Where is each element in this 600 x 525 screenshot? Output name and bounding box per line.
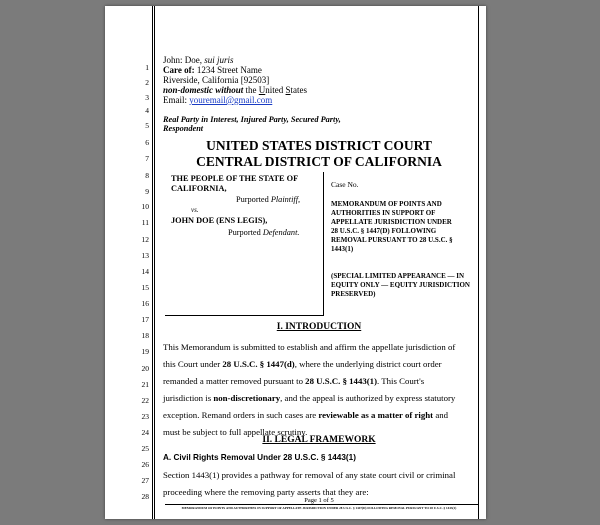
line-number: 13	[141, 251, 149, 260]
party-name: John: Doe, sui juris	[163, 55, 234, 65]
special-appearance-line: EQUITY ONLY — EQUITY JURISDICTION	[331, 281, 470, 289]
line-number: 7	[145, 154, 149, 163]
document-title-line: 28 U.S.C. § 1447(D) FOLLOWING	[331, 227, 437, 235]
special-appearance-line: PRESERVED)	[331, 290, 376, 298]
line-number: 8	[145, 171, 149, 180]
line-number: 4	[145, 106, 149, 115]
line-number: 12	[141, 235, 149, 244]
plaintiff-role: Purported Plaintiff,	[236, 195, 301, 204]
plaintiff-line2: CALIFORNIA,	[171, 184, 227, 193]
line-number: 21	[141, 380, 149, 389]
line-number: 28	[141, 492, 149, 501]
line-number: 19	[141, 347, 149, 356]
line-number: 17	[141, 315, 149, 324]
intro-line-3: remanded a matter removed pursuant to 28 U.S.C. § 1443(1). This Court's	[163, 376, 425, 386]
legal-line-2: proceeding where the removing party asserts that they are:	[163, 487, 369, 497]
caption-divider-vertical	[323, 172, 324, 316]
line-number: 18	[141, 331, 149, 340]
intro-heading: I. INTRODUCTION	[276, 322, 362, 332]
intro-line-1: This Memorandum is submitted to establish and affirm the appellate jurisdiction of	[163, 342, 456, 352]
line-number: 11	[141, 218, 149, 227]
line-number: 1	[145, 63, 149, 72]
footer-title: MEMORANDUM OF POINTS AND AUTHORITIES IN SUPPORT OF APPELLATE JURISDICTION UNDER 28 U.S.C. § 1447(D) FOLLOWING REMOVAL PURSUANT TO 28 U.S.C. § 1443(1)	[181, 506, 457, 510]
line-number: 24	[141, 428, 149, 437]
line-number: 10	[141, 202, 149, 211]
defendant-role: Purported Defendant.	[228, 228, 300, 237]
document-title-line: APPELLATE JURISDICTION UNDER	[331, 218, 452, 226]
margin-line-right	[478, 6, 479, 519]
legal-subheading: A. Civil Rights Removal Under 28 U.S.C. § 1443(1)	[163, 453, 356, 462]
legal-line-1: Section 1443(1) provides a pathway for removal of any state court civil or criminal	[163, 470, 456, 480]
line-number: 26	[141, 460, 149, 469]
margin-line-left-outer	[152, 6, 153, 519]
care-of-line: Care of: 1234 Street Name	[163, 65, 262, 75]
line-number: 5	[145, 121, 149, 130]
case-number-label: Case No.	[331, 180, 359, 189]
defendant-name: JOHN DOE (ENS LEGIS),	[171, 216, 268, 225]
intro-line-2: this Court under 28 U.S.C. § 1447(d), where the underlying district court order	[163, 359, 442, 369]
plaintiff-line1: THE PEOPLE OF THE STATE OF	[171, 174, 299, 183]
line-number: 20	[141, 364, 149, 373]
intro-line-6: must be subject to full appellate scrutiny.	[163, 427, 308, 437]
special-appearance-line: (SPECIAL LIMITED APPEARANCE — IN	[331, 272, 465, 280]
intro-line-5: exception. Remand orders in such cases are reviewable as a matter of right and	[163, 410, 449, 420]
line-number: 27	[141, 476, 149, 485]
line-number: 14	[141, 267, 149, 276]
line-number: 15	[141, 283, 149, 292]
footer-rule	[165, 504, 478, 505]
line-number: 2	[145, 78, 149, 87]
line-number: 23	[141, 412, 149, 421]
court-title-line2: CENTRAL DISTRICT OF CALIFORNIA	[196, 154, 442, 169]
line-number: 9	[145, 187, 149, 196]
document-page	[105, 6, 486, 519]
margin-line-left-inner	[154, 6, 155, 519]
caption-divider-horizontal	[165, 315, 323, 316]
line-number: 3	[145, 93, 149, 102]
document-title-line: MEMORANDUM OF POINTS AND	[331, 200, 442, 208]
non-domestic-line: non-domestic without the United States	[163, 85, 308, 95]
party-role-line1: Real Party in Interest, Injured Party, Secured Party,	[163, 115, 341, 124]
court-title-line1: UNITED STATES DISTRICT COURT	[206, 138, 432, 153]
document-title-line: 1443(1)	[331, 245, 354, 253]
document-title-line: AUTHORITIES IN SUPPORT OF	[331, 209, 436, 217]
email-link[interactable]: youremail@gmail.com	[189, 95, 273, 105]
page-number: Page 1 of 5	[304, 497, 334, 504]
line-number: 6	[145, 138, 149, 147]
versus: vs.	[191, 206, 199, 214]
party-role-line2: Respondent	[163, 124, 204, 133]
legal-framework-heading: II. LEGAL FRAMEWORK	[262, 435, 376, 445]
line-number: 22	[141, 396, 149, 405]
email-line: Email: youremail@gmail.com	[163, 95, 273, 105]
document-title-line: REMOVAL PURSUANT TO 28 U.S.C. §	[331, 236, 453, 244]
city-line: Riverside, California [92503]	[163, 75, 270, 85]
line-number: 16	[141, 299, 149, 308]
intro-line-4: jurisdiction is non-discretionary, and the appeal is authorized by express statutory	[163, 393, 456, 403]
line-number: 25	[141, 444, 149, 453]
